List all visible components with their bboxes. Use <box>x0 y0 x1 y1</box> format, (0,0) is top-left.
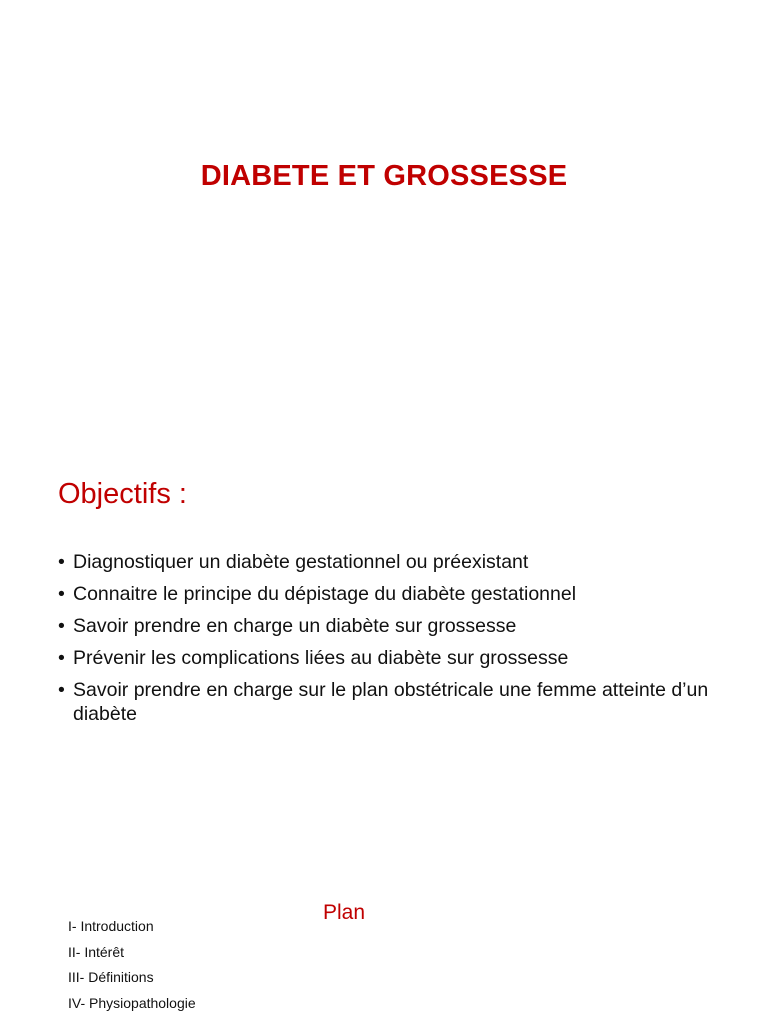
plan-slide <box>0 860 768 1024</box>
plan-item: II- Intérêt <box>68 943 125 960</box>
objective-item <box>58 614 718 638</box>
bullet-icon: • <box>58 551 65 573</box>
bullet-icon: • <box>58 583 65 605</box>
plan-item: IV- Physiopathologie <box>68 994 196 1011</box>
objectives-heading: Objectifs : <box>58 478 187 510</box>
bullet-icon: • <box>58 615 65 637</box>
objective-item <box>58 646 718 670</box>
plan-item: I- Introduction <box>68 918 154 934</box>
objective-text: Savoir prendre en charge un diabète sur grossesse <box>73 615 517 637</box>
objectives-slide <box>0 440 768 860</box>
objective-text: Savoir prendre en charge sur le plan obstétricale une femme atteinte d’un diabète <box>73 679 709 725</box>
objective-item <box>58 582 718 606</box>
plan-list <box>68 917 196 1019</box>
objective-item <box>58 550 718 574</box>
plan-heading: Plan <box>322 901 366 924</box>
bullet-icon: • <box>58 647 65 669</box>
objective-text: Prévenir les complications liées au diabète sur grossesse <box>73 647 569 669</box>
presentation-title: DIABETE ET GROSSESSE <box>200 160 568 192</box>
objectives-list <box>58 550 718 734</box>
objective-text: Diagnostiquer un diabète gestationnel ou préexistant <box>73 551 529 573</box>
objective-item <box>58 678 718 726</box>
title-slide <box>0 0 768 440</box>
bullet-icon: • <box>58 679 65 701</box>
plan-item: III- Définitions <box>68 969 154 985</box>
objective-text: Connaitre le principe du dépistage du diabète gestationnel <box>73 583 577 605</box>
